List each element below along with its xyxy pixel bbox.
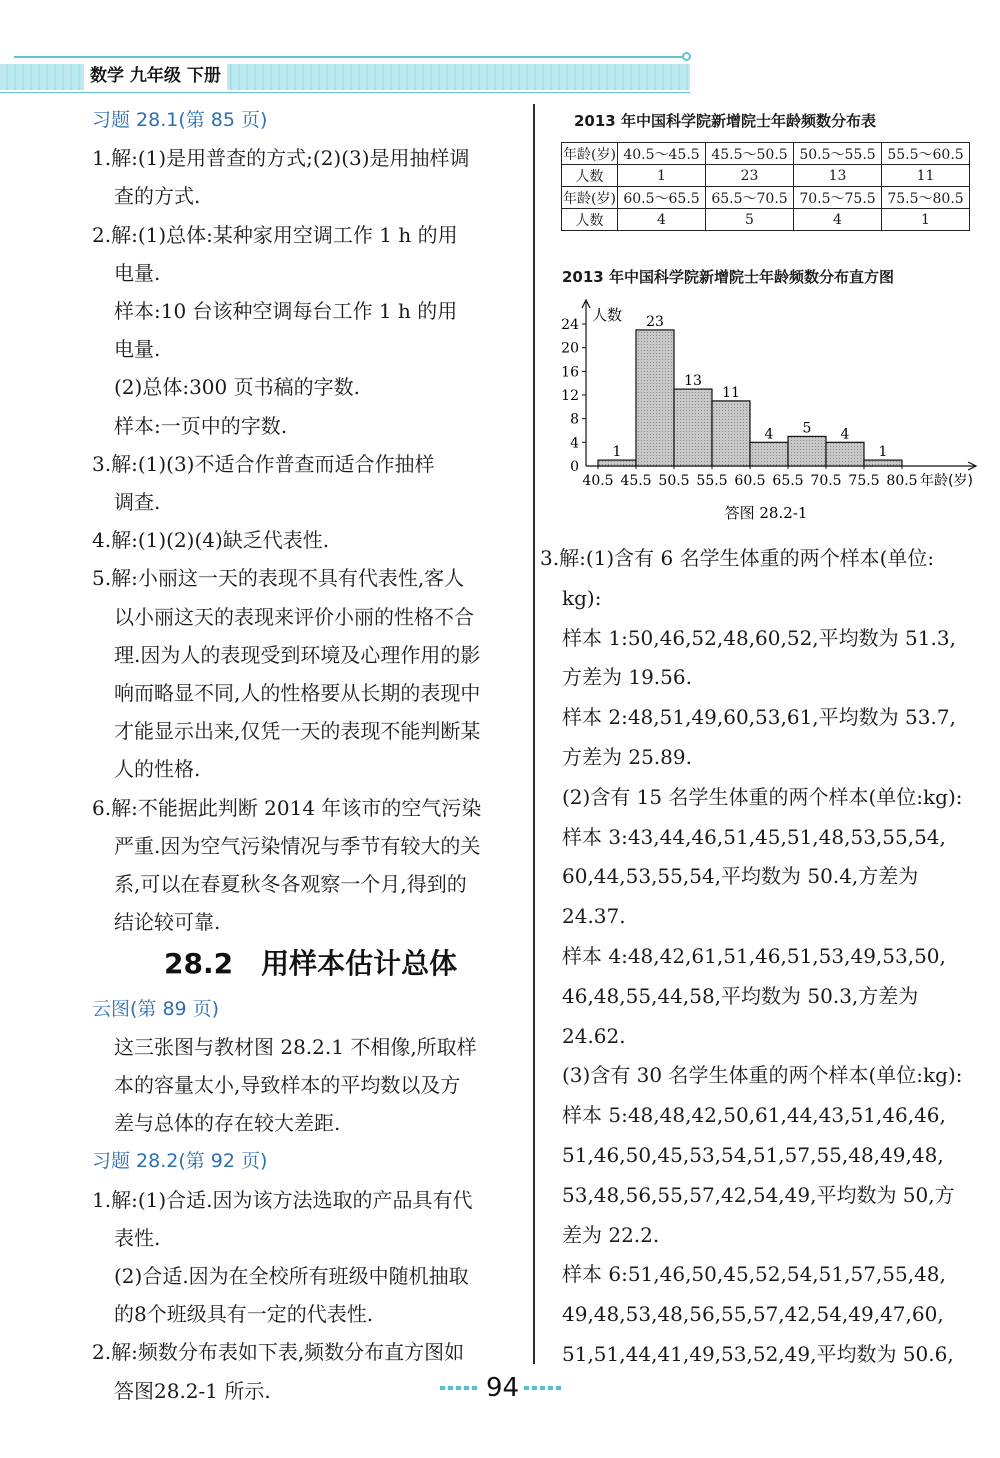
right-text-line: 46,48,55,44,58,平均数为 50.3,方差为 [562, 983, 919, 1008]
left-text-line: 云图(第 89 页) [92, 997, 220, 1020]
freq-table-cell: 1 [618, 165, 706, 187]
right-text-line: 3.解:(1)含有 6 名学生体重的两个样本(单位: [540, 546, 935, 570]
x-tick-label: 45.5 [620, 473, 652, 489]
left-text-line: 28.2 用样本估计总体 [164, 947, 458, 981]
histogram-bar [826, 442, 864, 466]
freq-table-title: 2013 年中国科学院新增院士年龄频数分布表 [574, 112, 876, 130]
left-text-line: 样本:10 台该种空调每台工作 1 h 的用 [114, 299, 458, 323]
right-text-line: kg): [562, 585, 602, 610]
freq-table-cell: 年龄(岁) [562, 187, 618, 209]
chart-title: 2013 年中国科学院新增院士年龄频数分布直方图 [562, 268, 894, 286]
left-text-line: 的8个班级具有一定的代表性. [114, 1302, 374, 1327]
x-tick-label: 55.5 [696, 473, 728, 489]
freq-table-cell: 13 [794, 165, 882, 187]
freq-table-cell: 人数 [562, 209, 618, 231]
freq-table-cell: 4 [794, 209, 882, 231]
right-text-line: 样本 4:48,42,61,51,46,51,53,49,53,50, [562, 944, 946, 968]
right-text-line: 51,51,44,41,49,53,52,49,平均数为 50.6, [562, 1342, 954, 1366]
footer-decoration-left [440, 1386, 480, 1390]
freq-table-row [562, 143, 970, 165]
bar-value-label: 11 [722, 384, 740, 401]
bar-value-label: 1 [612, 444, 622, 461]
x-tick-label: 75.5 [848, 473, 880, 489]
left-text-line: (2)合适.因为在全校所有班级中随机抽取 [114, 1264, 469, 1288]
left-text-line: 1.解:(1)合适.因为该方法选取的产品具有代 [92, 1187, 473, 1212]
x-tick-label: 70.5 [810, 473, 842, 489]
right-text-line: 样本 1:50,46,52,48,60,52,平均数为 51.3, [562, 625, 956, 650]
left-text-line: 本的容量太小,导致样本的平均数以及方 [114, 1073, 461, 1097]
right-text-line: 24.37. [562, 904, 626, 929]
right-text-line: 49,48,53,48,56,55,57,42,54,49,47,60, [562, 1302, 944, 1327]
header-rule [14, 56, 684, 58]
left-text-line: 表性. [114, 1225, 161, 1250]
freq-table-cell: 75.5～80.5 [882, 187, 970, 209]
freq-table-row [562, 187, 970, 209]
left-text-line: 电量. [114, 337, 161, 362]
y-tick-label: 12 [561, 388, 579, 404]
left-text-line: 人的性格. [114, 757, 201, 782]
left-text-line: 答图28.2-1 所示. [114, 1378, 271, 1403]
left-text-line: 响而略显不同,人的性格要从长期的表现中 [114, 681, 481, 705]
freq-table-cell: 11 [882, 165, 970, 187]
bar-value-label: 1 [878, 444, 888, 461]
book-title: 数学 九年级 下册 [84, 62, 227, 90]
freq-table-cell: 23 [706, 165, 794, 187]
y-tick-label: 8 [570, 411, 579, 428]
histogram-bar [788, 436, 826, 466]
freq-table-cell: 60.5～65.5 [618, 187, 706, 209]
bar-value-label: 23 [646, 313, 664, 330]
left-text-line: 2.解:频数分布表如下表,频数分布直方图如 [92, 1340, 465, 1365]
right-text-line: 样本 2:48,51,49,60,53,61,平均数为 53.7, [562, 705, 956, 730]
chart-caption: 答图 28.2-1 [724, 504, 808, 522]
histogram-bar [636, 330, 674, 466]
right-text-line: 样本 6:51,46,50,45,52,54,51,57,55,48, [562, 1262, 946, 1287]
freq-table-cell: 50.5～55.5 [794, 143, 882, 165]
x-tick-label: 50.5 [658, 473, 690, 489]
right-text-line: 方差为 25.89. [562, 745, 692, 769]
left-text-line: 才能显示出来,仅凭一天的表现不能判断某 [114, 719, 481, 744]
left-text-line: 这三张图与教材图 28.2.1 不相像,所取样 [114, 1034, 477, 1059]
right-text-line: 53,48,56,55,57,42,54,49,平均数为 50,方 [562, 1182, 955, 1207]
left-text-line: 样本:一页中的字数. [114, 413, 288, 438]
right-text-line: (2)含有 15 名学生体重的两个样本(单位:kg): [562, 784, 963, 809]
freq-table-cell: 45.5～50.5 [706, 143, 794, 165]
bar-value-label: 13 [684, 373, 702, 390]
y-tick-label: 16 [561, 364, 579, 381]
left-text-line: 习题 28.2(第 92 页) [92, 1150, 268, 1173]
freq-table-cell: 年龄(岁) [562, 143, 618, 165]
right-text-line: (3)含有 30 名学生体重的两个样本(单位:kg): [562, 1063, 963, 1088]
right-text-line: 51,46,50,45,53,54,51,57,55,48,49,48, [562, 1143, 944, 1167]
y-tick-label: 0 [570, 459, 579, 475]
column-divider [533, 104, 535, 1364]
right-text-line: 60,44,53,55,54,平均数为 50.4,方差为 [562, 864, 919, 889]
freq-table-cell: 4 [618, 209, 706, 231]
right-text-line: 样本 5:48,48,42,50,61,44,43,51,46,46, [562, 1103, 946, 1128]
histogram-bar [674, 389, 712, 466]
left-text-line: 调查. [114, 490, 161, 514]
x-tick-label: 65.5 [772, 473, 804, 489]
left-text-line: 差与总体的存在较大差距. [114, 1111, 341, 1136]
histogram-bar [750, 442, 788, 466]
footer-decoration-right [524, 1386, 564, 1390]
freq-table-cell: 70.5～75.5 [794, 187, 882, 209]
left-text-line: 以小丽这天的表现来评价小丽的性格不合 [114, 604, 474, 629]
freq-table-cell: 人数 [562, 165, 618, 187]
header-rule-end-dot [682, 52, 691, 61]
left-text-line: 电量. [114, 260, 161, 285]
left-text-line: 3.解:(1)(3)不适合作普查而适合作抽样 [92, 451, 435, 476]
left-text-line: 系,可以在春夏秋冬各观察一个月,得到的 [114, 872, 467, 896]
left-text-line: 严重.因为空气污染情况与季节有较大的关 [114, 833, 481, 858]
left-text-line: 4.解:(1)(2)(4)缺乏代表性. [92, 528, 330, 553]
histogram-chart [548, 296, 988, 526]
y-tick-label: 20 [561, 340, 579, 357]
freq-table-row [562, 209, 970, 231]
left-text-line: 1.解:(1)是用普查的方式;(2)(3)是用抽样调 [92, 146, 470, 171]
left-text-line: (2)总体:300 页书稿的字数. [114, 375, 360, 400]
header-underline [0, 92, 690, 93]
left-text-line: 2.解:(1)总体:某种家用空调工作 1 h 的用 [92, 222, 458, 247]
page-number: 94 [486, 1373, 520, 1403]
right-text-line: 差为 22.2. [562, 1222, 660, 1247]
left-text-line: 理.因为人的表现受到环境及心理作用的影 [114, 642, 481, 667]
right-text-line: 样本 3:43,44,46,51,45,51,48,53,55,54, [562, 824, 946, 849]
bar-value-label: 4 [764, 426, 774, 443]
y-tick-label: 4 [570, 435, 579, 452]
right-text-line: 24.62. [562, 1023, 626, 1048]
x-axis-label: 年龄(岁) [920, 473, 973, 489]
histogram-bar [712, 401, 750, 466]
freq-table-cell: 1 [882, 209, 970, 231]
left-text-line: 5.解:小丽这一天的表现不具有代表性,客人 [92, 566, 465, 591]
x-tick-label: 40.5 [582, 473, 614, 489]
freq-table [561, 142, 970, 231]
left-text-line: 6.解:不能据此判断 2014 年该市的空气污染 [92, 795, 482, 820]
right-text-line: 方差为 19.56. [562, 665, 692, 690]
freq-table-cell: 55.5～60.5 [882, 143, 970, 165]
freq-table-cell: 65.5～70.5 [706, 187, 794, 209]
y-tick-label: 24 [561, 317, 579, 333]
left-text-line: 习题 28.1(第 85 页) [92, 109, 268, 131]
histogram-bar [864, 460, 902, 466]
left-text-line: 结论较可靠. [114, 910, 221, 935]
bar-value-label: 4 [840, 426, 850, 443]
histogram-bar [598, 460, 636, 466]
freq-table-row [562, 165, 970, 187]
x-tick-label: 80.5 [886, 473, 918, 489]
freq-table-cell: 40.5～45.5 [618, 143, 706, 165]
freq-table-cell: 5 [706, 209, 794, 231]
y-axis-label: 人数 [592, 306, 623, 324]
x-tick-label: 60.5 [734, 473, 766, 489]
bar-value-label: 5 [802, 420, 812, 437]
left-text-line: 查的方式. [114, 184, 201, 209]
